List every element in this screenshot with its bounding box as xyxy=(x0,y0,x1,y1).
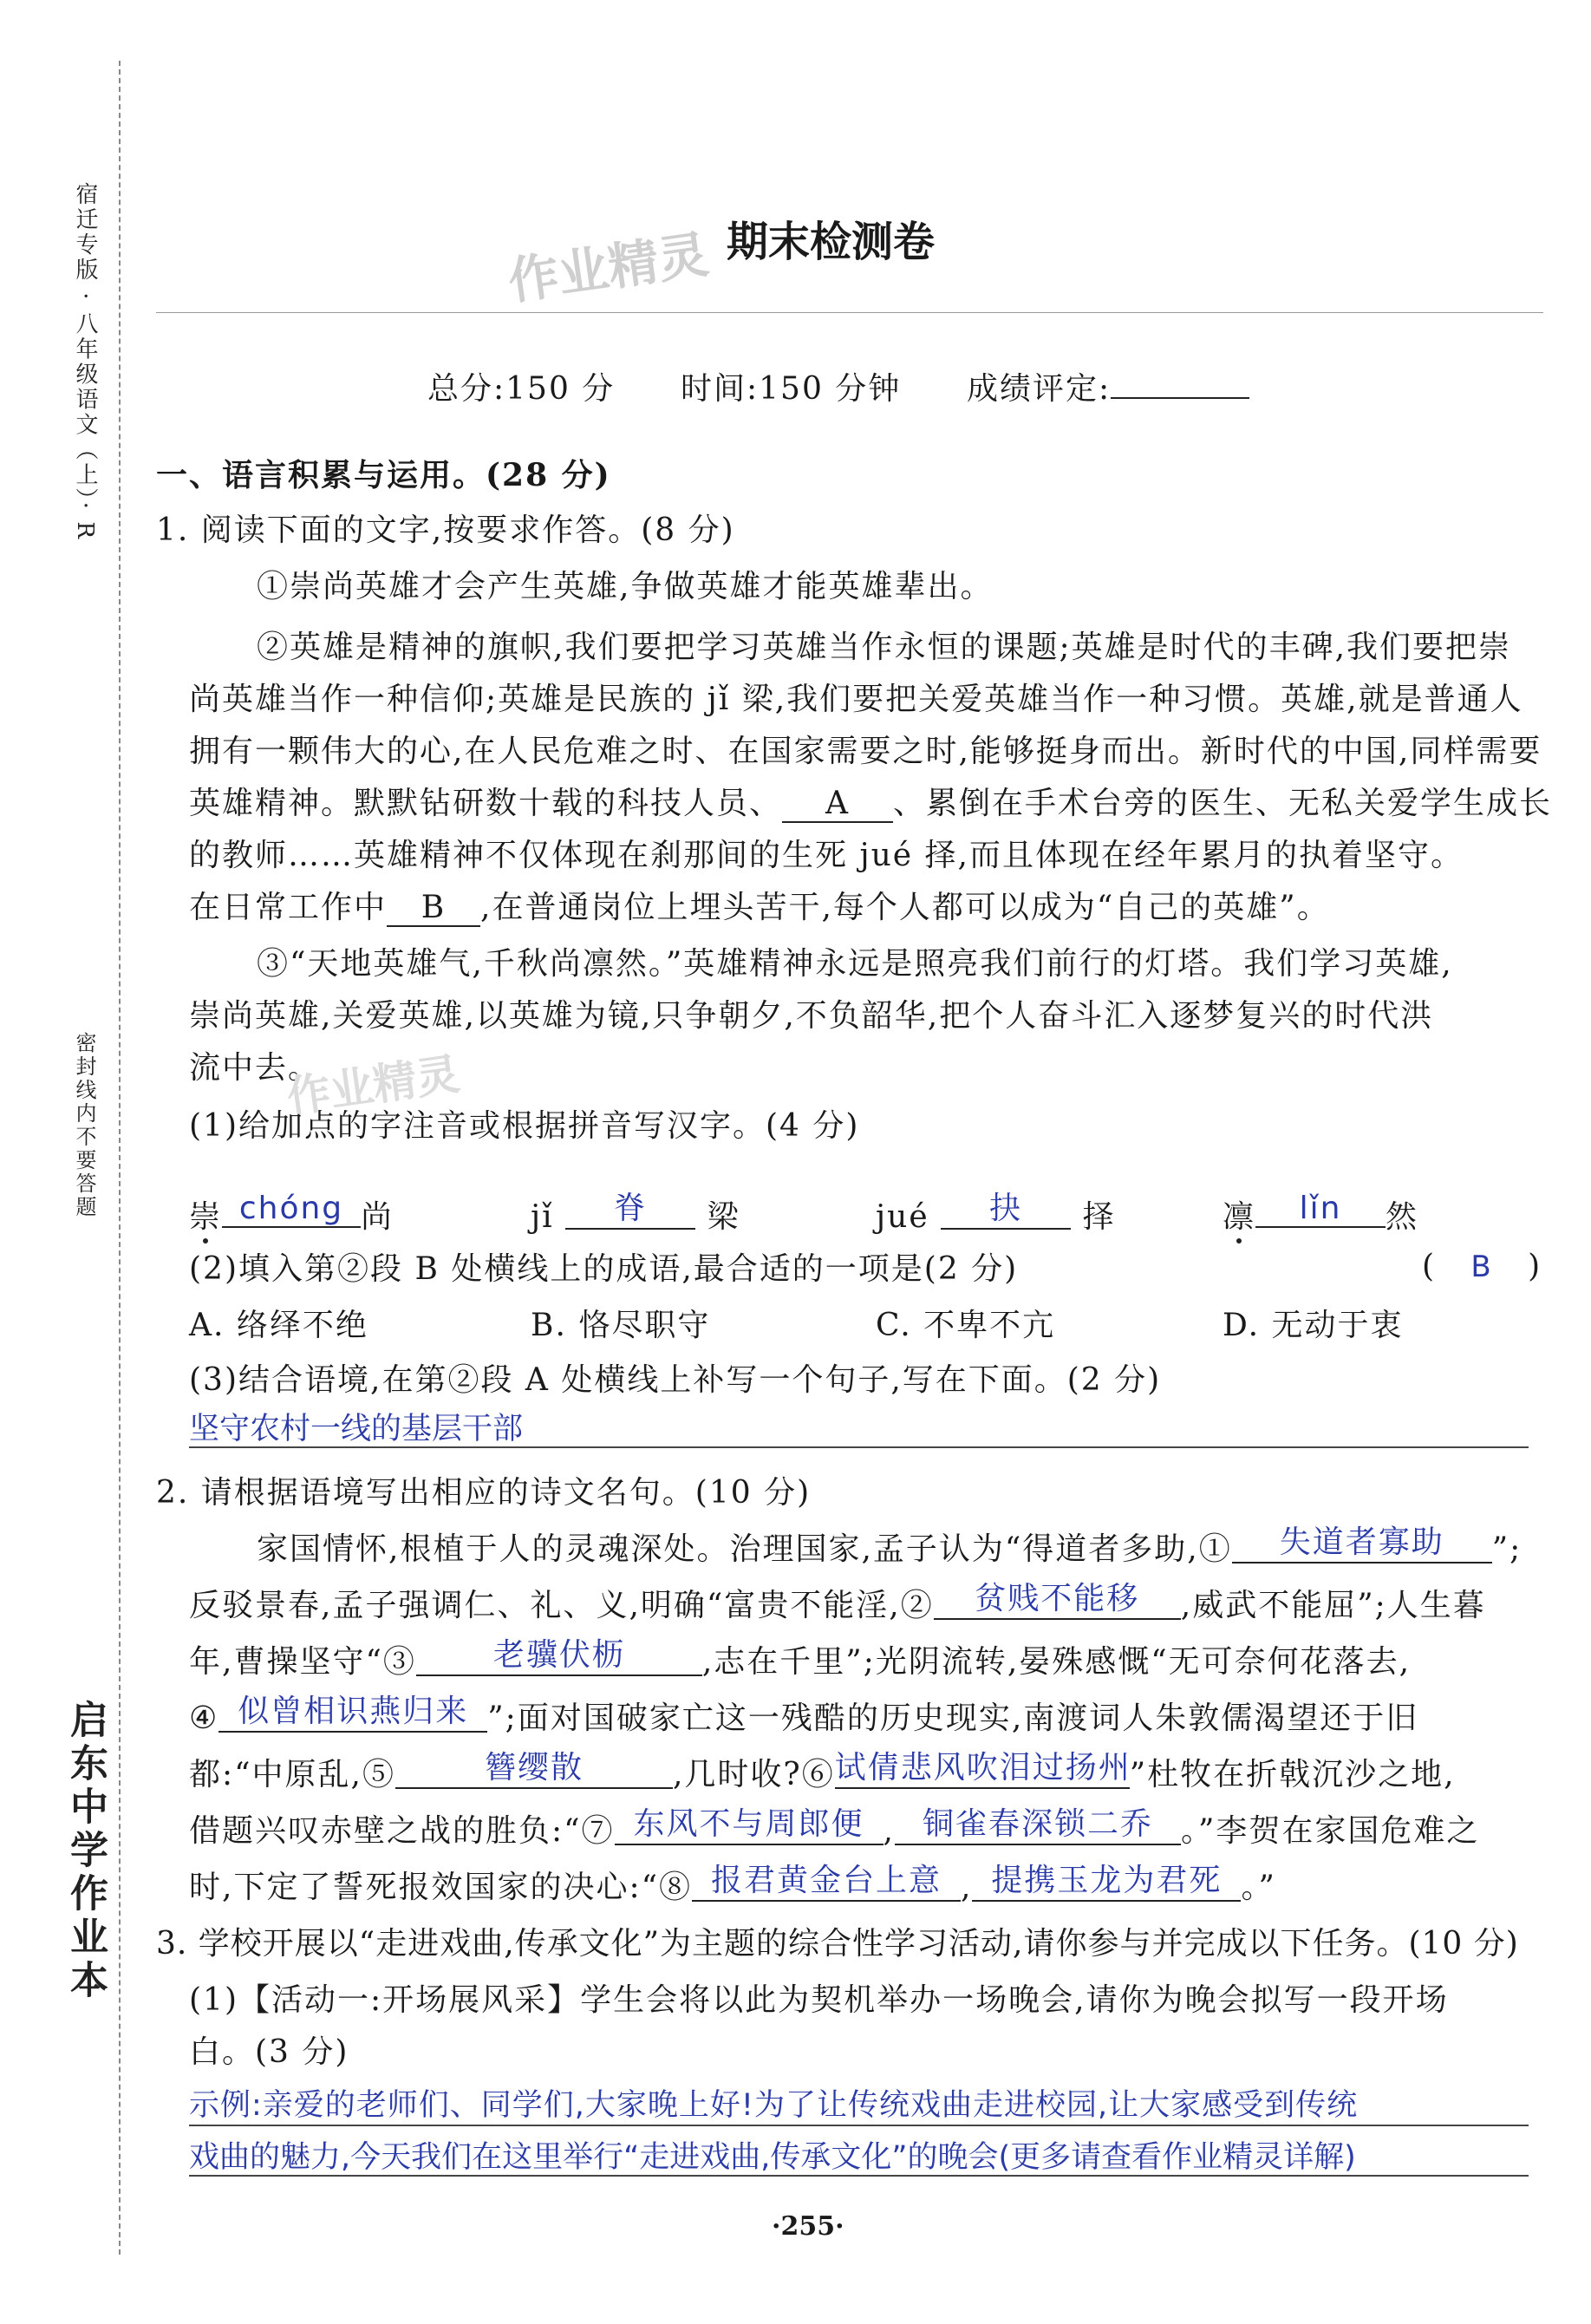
pinyin-item-1: 崇 chóng 尚 xyxy=(189,1191,394,1235)
q1-para3-line1: ③“天地英雄气,千秋尚凛然。”英雄精神永远是照亮我们前行的灯塔。我们学习英雄, xyxy=(257,946,1453,982)
q1-para2-line6: 在日常工作中 B ,在普通岗位上埋头苦干,每个人都可以成为“自己的英雄”。 xyxy=(189,890,1330,925)
q2-line4: ④ 似曾相识燕归来 ”;面对国破家亡这一残酷的历史现实,南渡词人朱敦儒渴望还于旧 xyxy=(189,1694,1418,1740)
grade-label: 成绩评定: xyxy=(967,364,1249,408)
q3-answer-line1[interactable]: 示例:亲爱的老师们、同学们,大家晚上好!为了让传统戏曲走进校园,让大家感受到传统 xyxy=(189,2088,1359,2123)
blank-a: A xyxy=(782,786,893,823)
q1-para3-line2: 崇尚英雄,关爱英雄,以英雄为镜,只争朝夕,不负韶华,把个人奋斗汇入逐梦复兴的时代洪 xyxy=(189,998,1434,1034)
q1-sub3-answer-line xyxy=(189,1446,1529,1448)
title-divider xyxy=(156,312,1543,313)
pinyin-answer-2[interactable]: 脊 xyxy=(565,1184,695,1230)
q3-sub1-line1: (1)【活动一:开场展风采】学生会将以此为契机举办一场晚会,请你为晚会拟写一段开场 xyxy=(189,1982,1449,2018)
pinyin-answer-4[interactable]: lǐn xyxy=(1255,1191,1386,1228)
q2-line5: 都:“中原乱,⑤ 簪缨散 ,几时收?⑥试倩悲风吹泪过扬州”杜牧在折戟沉沙之地, xyxy=(189,1750,1456,1796)
edition-label: 宿迁专版 · 八年级语文（上）· R xyxy=(72,182,98,541)
grade-blank[interactable] xyxy=(1111,364,1249,399)
option-c: C. 不卑不亢 xyxy=(876,1308,1056,1343)
seal-warning: 密封线内不要答题 xyxy=(69,1032,100,1219)
watermark-2: 作业精灵 xyxy=(284,1048,463,1123)
q2-answer-7b[interactable]: 铜雀春深锁二乔 xyxy=(895,1799,1181,1845)
q1-sub3: (3)结合语境,在第②段 A 处横线上补写一个句子,写在下面。(2 分) xyxy=(189,1362,1162,1398)
page-title: 期末检测卷 xyxy=(727,218,936,266)
q3-sub1-line2: 白。(3 分) xyxy=(189,2034,349,2070)
pinyin-answer-3[interactable]: 抉 xyxy=(941,1184,1071,1230)
q2-line6: 借题兴叹赤壁之战的胜负:“⑦ 东风不与周郎便 , 铜雀春深锁二乔 。”李贺在家国危难之 xyxy=(189,1806,1479,1852)
watermark: 作业精灵 xyxy=(505,225,713,311)
q2-answer-8a[interactable]: 报君黄金台上意 xyxy=(692,1856,961,1902)
q2-line3: 年,曹操坚守“③ 老骥伏枥 ,志在千里”;光阴流转,晏殊感慨“无可奈何花落去, xyxy=(189,1637,1411,1683)
q2-answer-6[interactable]: 试倩悲风吹泪过扬州 xyxy=(835,1743,1130,1789)
q3-answer-rule-2 xyxy=(189,2175,1529,2177)
binding-dashed-line xyxy=(119,61,121,2255)
blank-b: B xyxy=(387,890,480,927)
q1-sub3-answer[interactable]: 坚守农村一线的基层干部 xyxy=(189,1412,524,1446)
q1-para2-line4: 英雄精神。默默钻研数十载的科技人员、 A 、累倒在手术台旁的医生、无私关爱学生成长 xyxy=(189,786,1553,821)
q1-sub2-answer[interactable]: B xyxy=(1470,1250,1493,1284)
pinyin-answer-1[interactable]: chóng xyxy=(222,1191,361,1228)
q2-answer-5[interactable]: 簪缨散 xyxy=(395,1743,673,1789)
q1-sub2: (2)填入第②段 B 处横线上的成语,最合适的一项是(2 分) xyxy=(189,1251,1019,1287)
q1-para2-line1: ②英雄是精神的旗帜,我们要把学习英雄当作永恒的课题;英雄是时代的丰碑,我们要把崇 xyxy=(257,630,1512,665)
option-a: A. 络绎不绝 xyxy=(189,1308,368,1343)
q2-line1: 家国情怀,根植于人的灵魂深处。治理国家,孟子认为“得道者多助,① 失道者寡助 ”; xyxy=(257,1524,1522,1570)
q1-stem: 1. 阅读下面的文字,按要求作答。(8 分) xyxy=(156,512,735,548)
q3-answer-rule-1 xyxy=(189,2125,1529,2126)
q2-line2: 反驳景春,孟子强调仁、礼、义,明确“富贵不能淫,② 贫贱不能移 ,威武不能屈”;人生暮 xyxy=(189,1581,1486,1627)
q1-sub1: (1)给加点的字注音或根据拼音写汉字。(4 分) xyxy=(189,1108,860,1144)
q2-answer-3[interactable]: 老骥伏枥 xyxy=(416,1630,702,1676)
q1-sub2-answer-box: ( B ) xyxy=(1422,1249,1542,1284)
q2-line7: 时,下定了誓死报效国家的决心:“⑧ 报君黄金台上意 , 提携玉龙为君死 。” xyxy=(189,1863,1276,1909)
pinyin-item-2: jǐ 脊 梁 xyxy=(531,1192,740,1238)
pinyin-item-4: 凛 lǐn 然 xyxy=(1223,1191,1419,1235)
q2-stem: 2. 请根据语境写出相应的诗文名句。(10 分) xyxy=(156,1475,812,1511)
q3-answer-line2[interactable]: 戏曲的魅力,今天我们在这里举行“走进戏曲,传承文化”的晚会(更多请查看作业精灵详解) xyxy=(189,2140,1356,2175)
q1-para1: ①崇尚英雄才会产生英雄,争做英雄才能英雄辈出。 xyxy=(257,569,994,604)
brand-label: 启东中学作业本 xyxy=(57,1700,113,2003)
option-b: B. 恪尽职守 xyxy=(531,1308,711,1343)
option-d: D. 无动于衷 xyxy=(1223,1308,1404,1343)
q2-answer-7a[interactable]: 东风不与周郎便 xyxy=(615,1799,884,1845)
q1-para2-line3: 拥有一颗伟大的心,在人民危难之时、在国家需要之时,能够挺身而出。新时代的中国,同样需要 xyxy=(189,734,1542,769)
q1-para2-line2: 尚英雄当作一种信仰;英雄是民族的 jǐ 梁,我们要把关爱英雄当作一种习惯。英雄,就是普通人 xyxy=(189,682,1523,717)
q2-answer-2[interactable]: 贫贱不能移 xyxy=(934,1574,1181,1620)
q2-answer-8b[interactable]: 提携玉龙为君死 xyxy=(972,1856,1241,1902)
pinyin-item-3: jué 抉 择 xyxy=(876,1192,1116,1238)
q3-stem: 3. 学校开展以“走进戏曲,传承文化”为主题的综合性学习活动,请你参与并完成以下任务。(10 分) xyxy=(156,1926,1519,1962)
q1-para3-line3: 流中去。 xyxy=(189,1050,322,1086)
page-number: ·255· xyxy=(772,2211,844,2242)
q2-answer-4[interactable]: 似曾相识燕归来 xyxy=(218,1687,487,1733)
total-score: 总分:150 分 xyxy=(427,371,616,407)
q2-answer-1[interactable]: 失道者寡助 xyxy=(1232,1518,1492,1563)
exam-time: 时间:150 分钟 xyxy=(681,371,902,407)
q1-para2-line5: 的教师……英雄精神不仅体现在刹那间的生死 jué 择,而且体现在经年累月的执着坚守。 xyxy=(189,838,1464,873)
section-heading: 一、语言积累与运用。(28 分) xyxy=(156,457,611,493)
